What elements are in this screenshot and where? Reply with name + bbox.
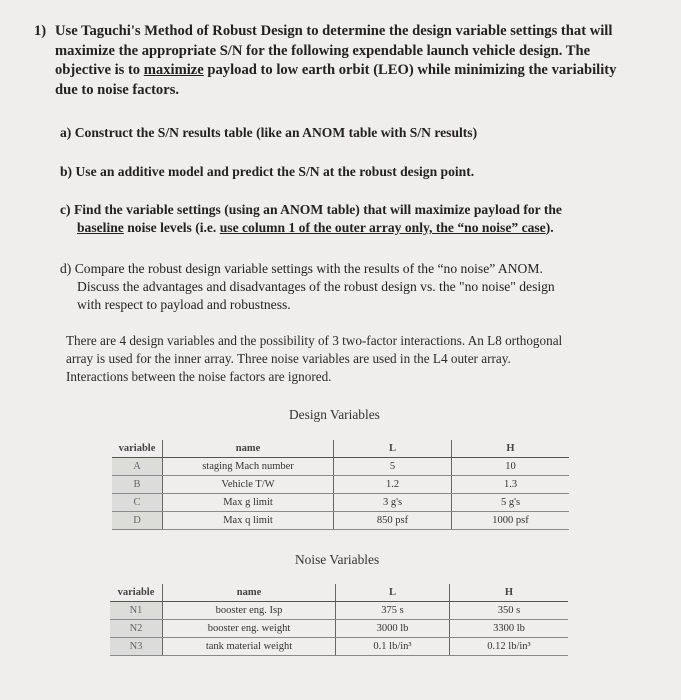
header-variable: variable: [112, 440, 163, 458]
cell-variable: N3: [110, 638, 163, 656]
underlined-baseline: baseline: [77, 220, 124, 235]
table-header-row: [110, 584, 568, 602]
table-row: [110, 638, 568, 656]
cell-high: 10: [452, 458, 570, 476]
part-a-text: a) Construct the S/N results table (like an ANOM table with S/N results): [60, 125, 478, 140]
cell-name: booster eng. Isp: [163, 602, 336, 620]
part-b-text: b) Use an additive model and predict the S/N at the robust design point.: [60, 164, 475, 179]
part-d-line3: with respect to payload and robustness.: [77, 297, 291, 312]
part-d: [60, 260, 555, 314]
cell-name: staging Mach number: [163, 458, 334, 476]
cell-name: tank material weight: [163, 638, 336, 656]
cell-variable: B: [112, 476, 163, 494]
cell-name: Vehicle T/W: [163, 476, 334, 494]
description-line: array is used for the inner array. Three noise variables are used in the L4 outer array.: [66, 351, 511, 366]
question-line: maximize the appropriate S/N for the following expendable launch vehicle design. The: [55, 42, 591, 59]
cell-high: 3300 lb: [450, 620, 569, 638]
question-number: 1): [34, 23, 47, 39]
description-line: Interactions between the noise factors are ignored.: [66, 369, 332, 384]
question-text: [55, 22, 649, 100]
cell-low: 850 psf: [334, 512, 452, 530]
cell-variable: A: [112, 458, 163, 476]
cell-variable: N2: [110, 620, 163, 638]
header-high: H: [450, 584, 569, 602]
header-name: name: [163, 584, 336, 602]
part-c-end: ).: [545, 220, 554, 235]
underlined-column-note: use column 1 of the outer array only, the “no noise” case: [219, 220, 546, 235]
cell-low: 3000 lb: [336, 620, 450, 638]
question-line: payload to low earth orbit (LEO) while minimizing the variability: [203, 62, 617, 78]
problem-description: [66, 332, 562, 386]
cell-variable: D: [112, 512, 163, 530]
design-variables-table: [112, 440, 569, 530]
table-row: [110, 602, 568, 620]
table-row: [110, 620, 568, 638]
cell-low: 5: [334, 458, 452, 476]
cell-low: 0.1 lb/in³: [336, 638, 450, 656]
cell-low: 375 s: [336, 602, 450, 620]
cell-name: booster eng. weight: [163, 620, 336, 638]
emphasis-maximize: maximize: [143, 62, 204, 78]
part-c-text: noise levels (i.e.: [123, 220, 220, 235]
cell-high: 5 g's: [452, 494, 570, 512]
table-header-row: [112, 440, 569, 458]
cell-name: Max q limit: [163, 512, 334, 530]
table-row: [112, 494, 569, 512]
description-line: There are 4 design variables and the possibility of 3 two-factor interactions. An L8 orthogonal: [66, 333, 563, 348]
header-low: L: [336, 584, 450, 602]
cell-low: 3 g's: [334, 494, 452, 512]
cell-high: 1.3: [452, 476, 570, 494]
header-variable: variable: [110, 584, 163, 602]
header-low: L: [334, 440, 452, 458]
part-d-line1: d) Compare the robust design variable settings with the results of the “no noise” ANOM.: [60, 261, 543, 276]
cell-high: 1000 psf: [452, 512, 570, 530]
table-row: [112, 476, 569, 494]
cell-variable: N1: [110, 602, 163, 620]
cell-high: 350 s: [450, 602, 569, 620]
question-line: objective is to: [55, 62, 144, 78]
table-row: [112, 458, 569, 476]
part-c: [60, 201, 562, 237]
question-line: Use Taguchi's Method of Robust Design to determine the design variable settings that will: [55, 23, 613, 39]
noise-variables-caption: Noise Variables: [295, 552, 380, 567]
part-b: [60, 163, 474, 181]
noise-variables-table: [110, 584, 568, 656]
cell-name: Max g limit: [163, 494, 334, 512]
part-d-line2: Discuss the advantages and disadvantages of the robust design vs. the "no noise" design: [77, 279, 555, 294]
cell-high: 0.12 lb/in³: [450, 638, 569, 656]
question-heading: [34, 22, 649, 100]
cell-variable: C: [112, 494, 163, 512]
header-high: H: [452, 440, 570, 458]
part-c-line1: c) Find the variable settings (using an ANOM table) that will maximize payload for the: [60, 202, 562, 217]
question-line: due to noise factors.: [55, 81, 180, 98]
cell-low: 1.2: [334, 476, 452, 494]
part-c-line2: [60, 219, 562, 237]
part-a: [60, 124, 477, 142]
design-variables-caption: Design Variables: [289, 407, 380, 422]
header-name: name: [163, 440, 334, 458]
table-row: [112, 512, 569, 530]
